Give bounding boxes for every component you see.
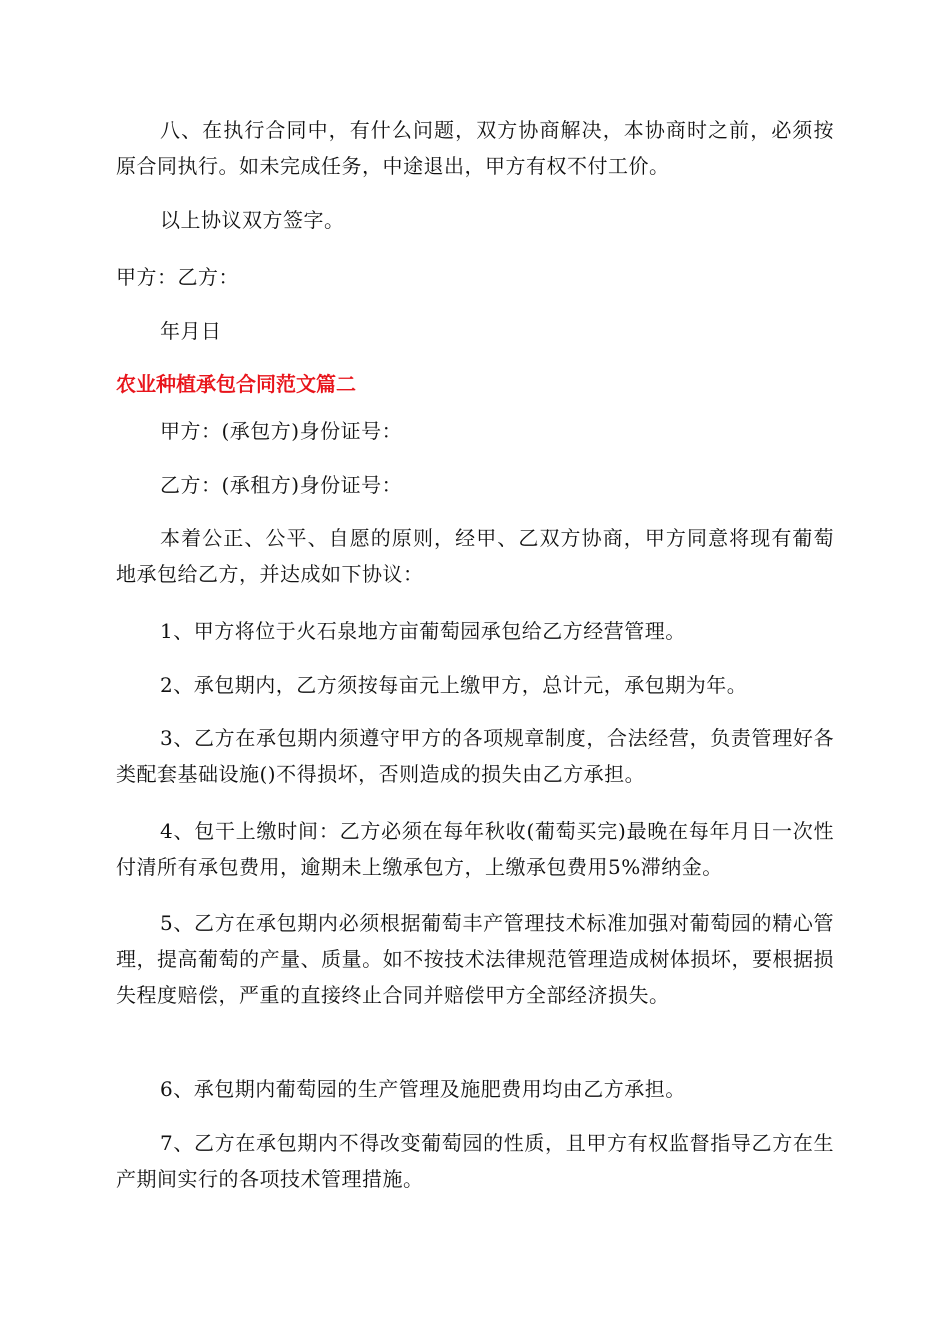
clause-7-paragraph: 7、乙方在承包期内不得改变葡萄园的性质，且甲方有权监督指导乙方在生产期间实行的各项技术管理措施。 (116, 1131, 834, 1191)
clause-2-paragraph: 2、承包期内，乙方须按每亩元上缴甲方，总计元，承包期为年。 (160, 673, 748, 697)
clause-5-paragraph: 5、乙方在承包期内必须根据葡萄丰产管理技术标准加强对葡萄园的精心管理，提高葡萄的产量、质量。如不按技术法律规范管理造成树体损坏，要根据损失程度赔偿，严重的直接终止合同并赔偿甲方全部经济损失。 (116, 911, 834, 1007)
preamble-paragraph: 本着公正、公平、自愿的原则，经甲、乙双方协商，甲方同意将现有葡萄地承包给乙方，并达成如下协议： (116, 526, 834, 586)
party-signature-line: 甲方：乙方： (116, 265, 239, 289)
clause-8-paragraph: 八、在执行合同中，有什么问题，双方协商解决，本协商时之前，必须按原合同执行。如未完成任务，中途退出，甲方有权不付工价。 (116, 118, 834, 178)
date-line: 年月日 (160, 319, 222, 343)
clause-6-paragraph: 6、承包期内葡萄园的生产管理及施肥费用均由乙方承担。 (160, 1077, 686, 1101)
clause-1-paragraph: 1、甲方将位于火石泉地方亩葡萄园承包给乙方经营管理。 (160, 619, 686, 643)
party-b-line: 乙方：(承租方)身份证号： (160, 473, 403, 497)
clause-4-paragraph: 4、包干上缴时间：乙方必须在每年秋收(葡萄买完)最晚在每年月日一次性付清所有承包费用，逾期未上缴承包方，上缴承包费用5%滞纳金。 (116, 819, 834, 879)
signature-note-paragraph: 以上协议双方签字。 (160, 208, 345, 232)
section-title: 农业种植承包合同范文篇二 (116, 372, 356, 396)
clause-3-paragraph: 3、乙方在承包期内须遵守甲方的各项规章制度，合法经营，负责管理好各类配套基础设施()不得损坏，否则造成的损失由乙方承担。 (116, 726, 834, 786)
party-a-line: 甲方：(承包方)身份证号： (160, 419, 403, 443)
